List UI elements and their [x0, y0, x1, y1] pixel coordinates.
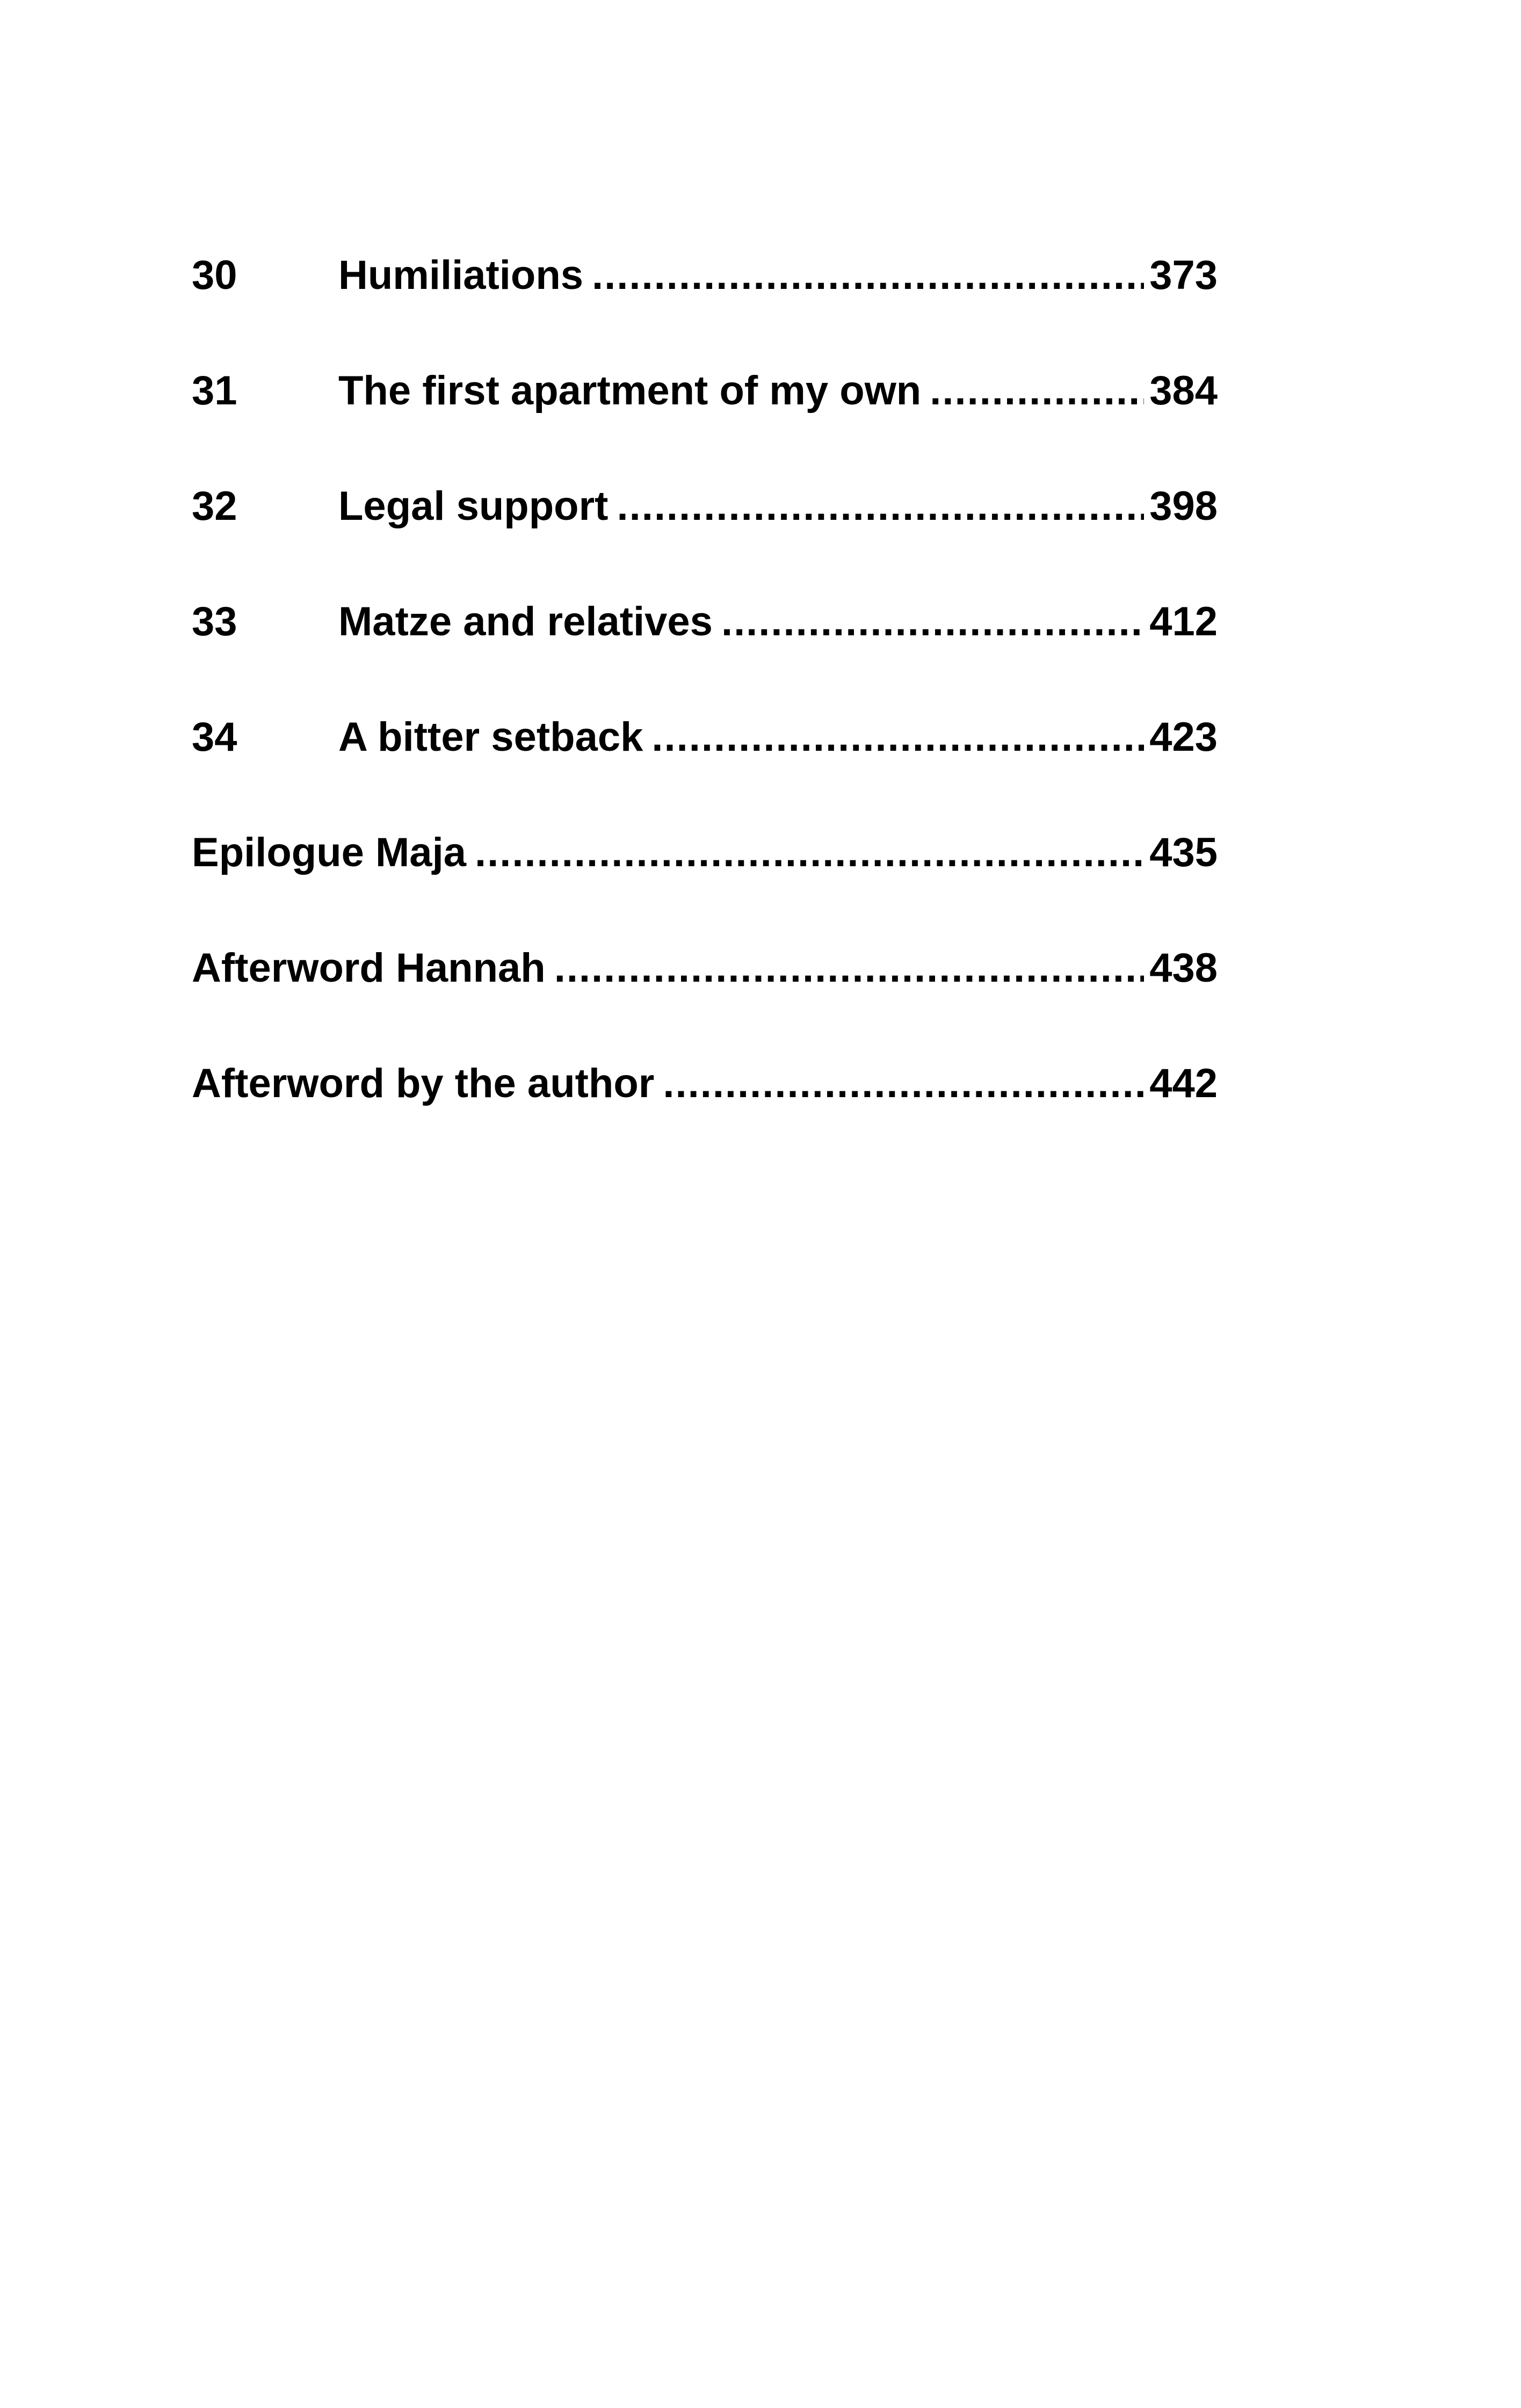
page-number: 442 — [1149, 1061, 1218, 1106]
dot-leader — [475, 832, 1144, 873]
page-number: 412 — [1149, 599, 1218, 644]
page-number: 423 — [1149, 714, 1218, 760]
page-number: 384 — [1149, 368, 1218, 414]
section-title: Afterword Hannah — [192, 945, 546, 991]
chapter-title: Matze and relatives — [338, 599, 713, 644]
toc-entry-epilogue — [192, 832, 1218, 948]
chapter-number: 30 — [192, 252, 237, 298]
chapter-title: The first apartment of my own — [338, 368, 922, 414]
chapter-number: 32 — [192, 483, 237, 529]
dot-leader — [651, 717, 1144, 758]
toc-entry-32 — [192, 483, 1218, 601]
toc-entry-31 — [192, 368, 1218, 486]
chapter-number: 33 — [192, 599, 237, 644]
dot-leader — [930, 371, 1144, 411]
dot-leader — [721, 601, 1144, 642]
section-title: Afterword by the author — [192, 1061, 655, 1106]
page-number: 438 — [1149, 945, 1218, 991]
toc-entry-afterword-hannah — [192, 945, 1218, 1063]
chapter-title: A bitter setback — [338, 714, 643, 760]
toc-entry-30 — [192, 252, 1218, 371]
dot-leader — [592, 255, 1144, 296]
table-of-contents — [192, 252, 1218, 1179]
chapter-title: Humiliations — [338, 252, 584, 298]
dot-leader — [663, 1063, 1144, 1104]
page-number: 373 — [1149, 252, 1218, 298]
toc-entry-34 — [192, 714, 1218, 832]
page-number: 435 — [1149, 830, 1218, 875]
page-number: 398 — [1149, 483, 1218, 529]
dot-leader — [554, 948, 1144, 989]
chapter-number: 31 — [192, 368, 237, 414]
chapter-title: Legal support — [338, 483, 609, 529]
section-title: Epilogue Maja — [192, 830, 466, 875]
chapter-number: 34 — [192, 714, 237, 760]
toc-entry-afterword-author — [192, 1063, 1218, 1179]
toc-entry-33 — [192, 601, 1218, 717]
dot-leader — [617, 486, 1144, 527]
